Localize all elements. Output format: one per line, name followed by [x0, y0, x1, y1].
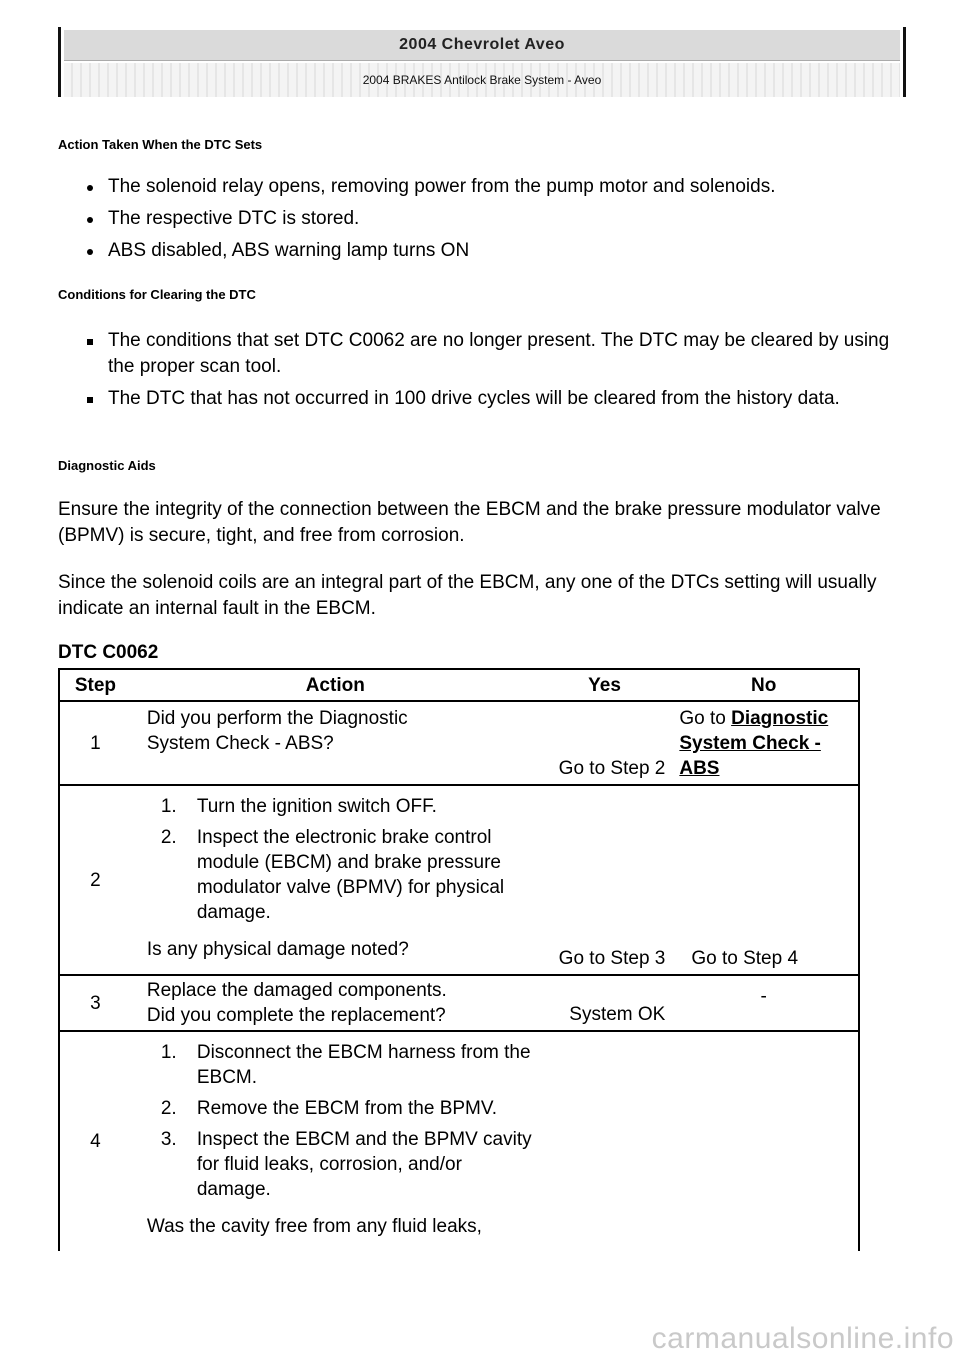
- header-subtitle-band: [64, 63, 900, 97]
- column-header-step: Step: [59, 669, 131, 701]
- section-heading-conditions-clearing: Conditions for Clearing the DTC: [58, 287, 256, 302]
- diagnostic-aids-paragraph-2: Since the solenoid coils are an integral part of the EBCM, any one of the DTCs setting will usually indicate an internal fault in the EBCM.: [58, 572, 877, 619]
- yes-cell: Go to Step 2: [540, 701, 670, 785]
- section-heading-diagnostic-aids: Diagnostic Aids: [58, 458, 156, 473]
- column-header-yes: Yes: [540, 669, 670, 701]
- action-taken-list: [58, 174, 908, 264]
- bullet-icon: [87, 339, 93, 345]
- no-cell: [669, 1031, 859, 1251]
- column-header-no: No: [669, 669, 859, 701]
- header-title-band: [64, 30, 900, 61]
- dtc-table-title: DTC C0062: [58, 642, 159, 663]
- list-item: 2. Remove the EBCM from the BPMV.: [160, 1098, 498, 1119]
- list-item: 1. Turn the ignition switch OFF.: [160, 796, 437, 817]
- column-header-action: Action: [131, 669, 540, 701]
- diagnostic-system-check-link[interactable]: Diagnostic System Check - ABS: [679, 708, 829, 779]
- list-item: The DTC that has not occurred in 100 drive cycles will be cleared from the history data.: [58, 386, 908, 412]
- document-title: 2004 Chevrolet Aveo: [399, 36, 565, 53]
- no-cell: Go to Step 4: [669, 785, 859, 975]
- table-row: [59, 1031, 859, 1251]
- step-cell: 4: [59, 1031, 131, 1251]
- table-row: [59, 975, 859, 1031]
- section-heading-action-taken: Action Taken When the DTC Sets: [58, 137, 263, 152]
- site-watermark: carmanualsonline.info: [651, 1322, 954, 1355]
- step-cell: 3: [59, 975, 131, 1031]
- no-cell: Go to Diagnostic System Check - ABS: [669, 701, 859, 785]
- step-cell: 2: [59, 785, 131, 975]
- conditions-clearing-list: [58, 328, 908, 412]
- action-cell: [131, 785, 540, 975]
- list-item: ABS disabled, ABS warning lamp turns ON: [58, 238, 908, 264]
- header-left-rule: [58, 27, 61, 97]
- yes-cell: [540, 1031, 670, 1251]
- step-question: Is any physical damage noted?: [146, 939, 409, 960]
- bullet-icon: [87, 217, 93, 223]
- document-subtitle: 2004 BRAKES Antilock Brake System - Aveo: [362, 73, 602, 87]
- table-header-row: [59, 669, 859, 701]
- bullet-icon: [87, 185, 93, 191]
- list-item: 2. Inspect the electronic brake control module (EBCM) and brake pressure modulator valve (BPMV) for physical damage.: [160, 827, 505, 923]
- page-header: [58, 27, 906, 97]
- action-cell: [131, 1031, 540, 1251]
- action-cell: Did you perform the Diagnostic System Check - ABS?: [131, 701, 540, 785]
- action-cell: Replace the damaged components. Did you complete the replacement?: [131, 975, 540, 1031]
- list-item: 1. Disconnect the EBCM harness from the EBCM.: [160, 1042, 531, 1088]
- list-item: The respective DTC is stored.: [58, 206, 908, 232]
- list-item: The conditions that set DTC C0062 are no longer present. The DTC may be cleared by using the proper scan tool.: [58, 328, 908, 380]
- diagnostic-aids-paragraph-1: Ensure the integrity of the connection between the EBCM and the brake pressure modulator valve (BPMV) is secure, tight, and free from corrosion.: [58, 499, 881, 546]
- table-row: [59, 785, 859, 975]
- list-item: 3. Inspect the EBCM and the BPMV cavity for fluid leaks, corrosion, and/or damage.: [160, 1129, 532, 1200]
- header-right-rule: [903, 27, 906, 97]
- substep-list: [147, 794, 534, 925]
- bullet-icon: [87, 249, 93, 255]
- no-cell: -: [669, 975, 859, 1031]
- table-row: [59, 701, 859, 785]
- list-item: The solenoid relay opens, removing power from the pump motor and solenoids.: [58, 174, 908, 200]
- yes-cell: System OK: [540, 975, 670, 1031]
- step-cell: 1: [59, 701, 131, 785]
- yes-cell: Go to Step 3: [540, 785, 670, 975]
- bullet-icon: [87, 397, 93, 403]
- step-question: Was the cavity free from any fluid leaks,: [146, 1216, 482, 1237]
- substep-list: [147, 1040, 534, 1202]
- dtc-table: [58, 668, 860, 1251]
